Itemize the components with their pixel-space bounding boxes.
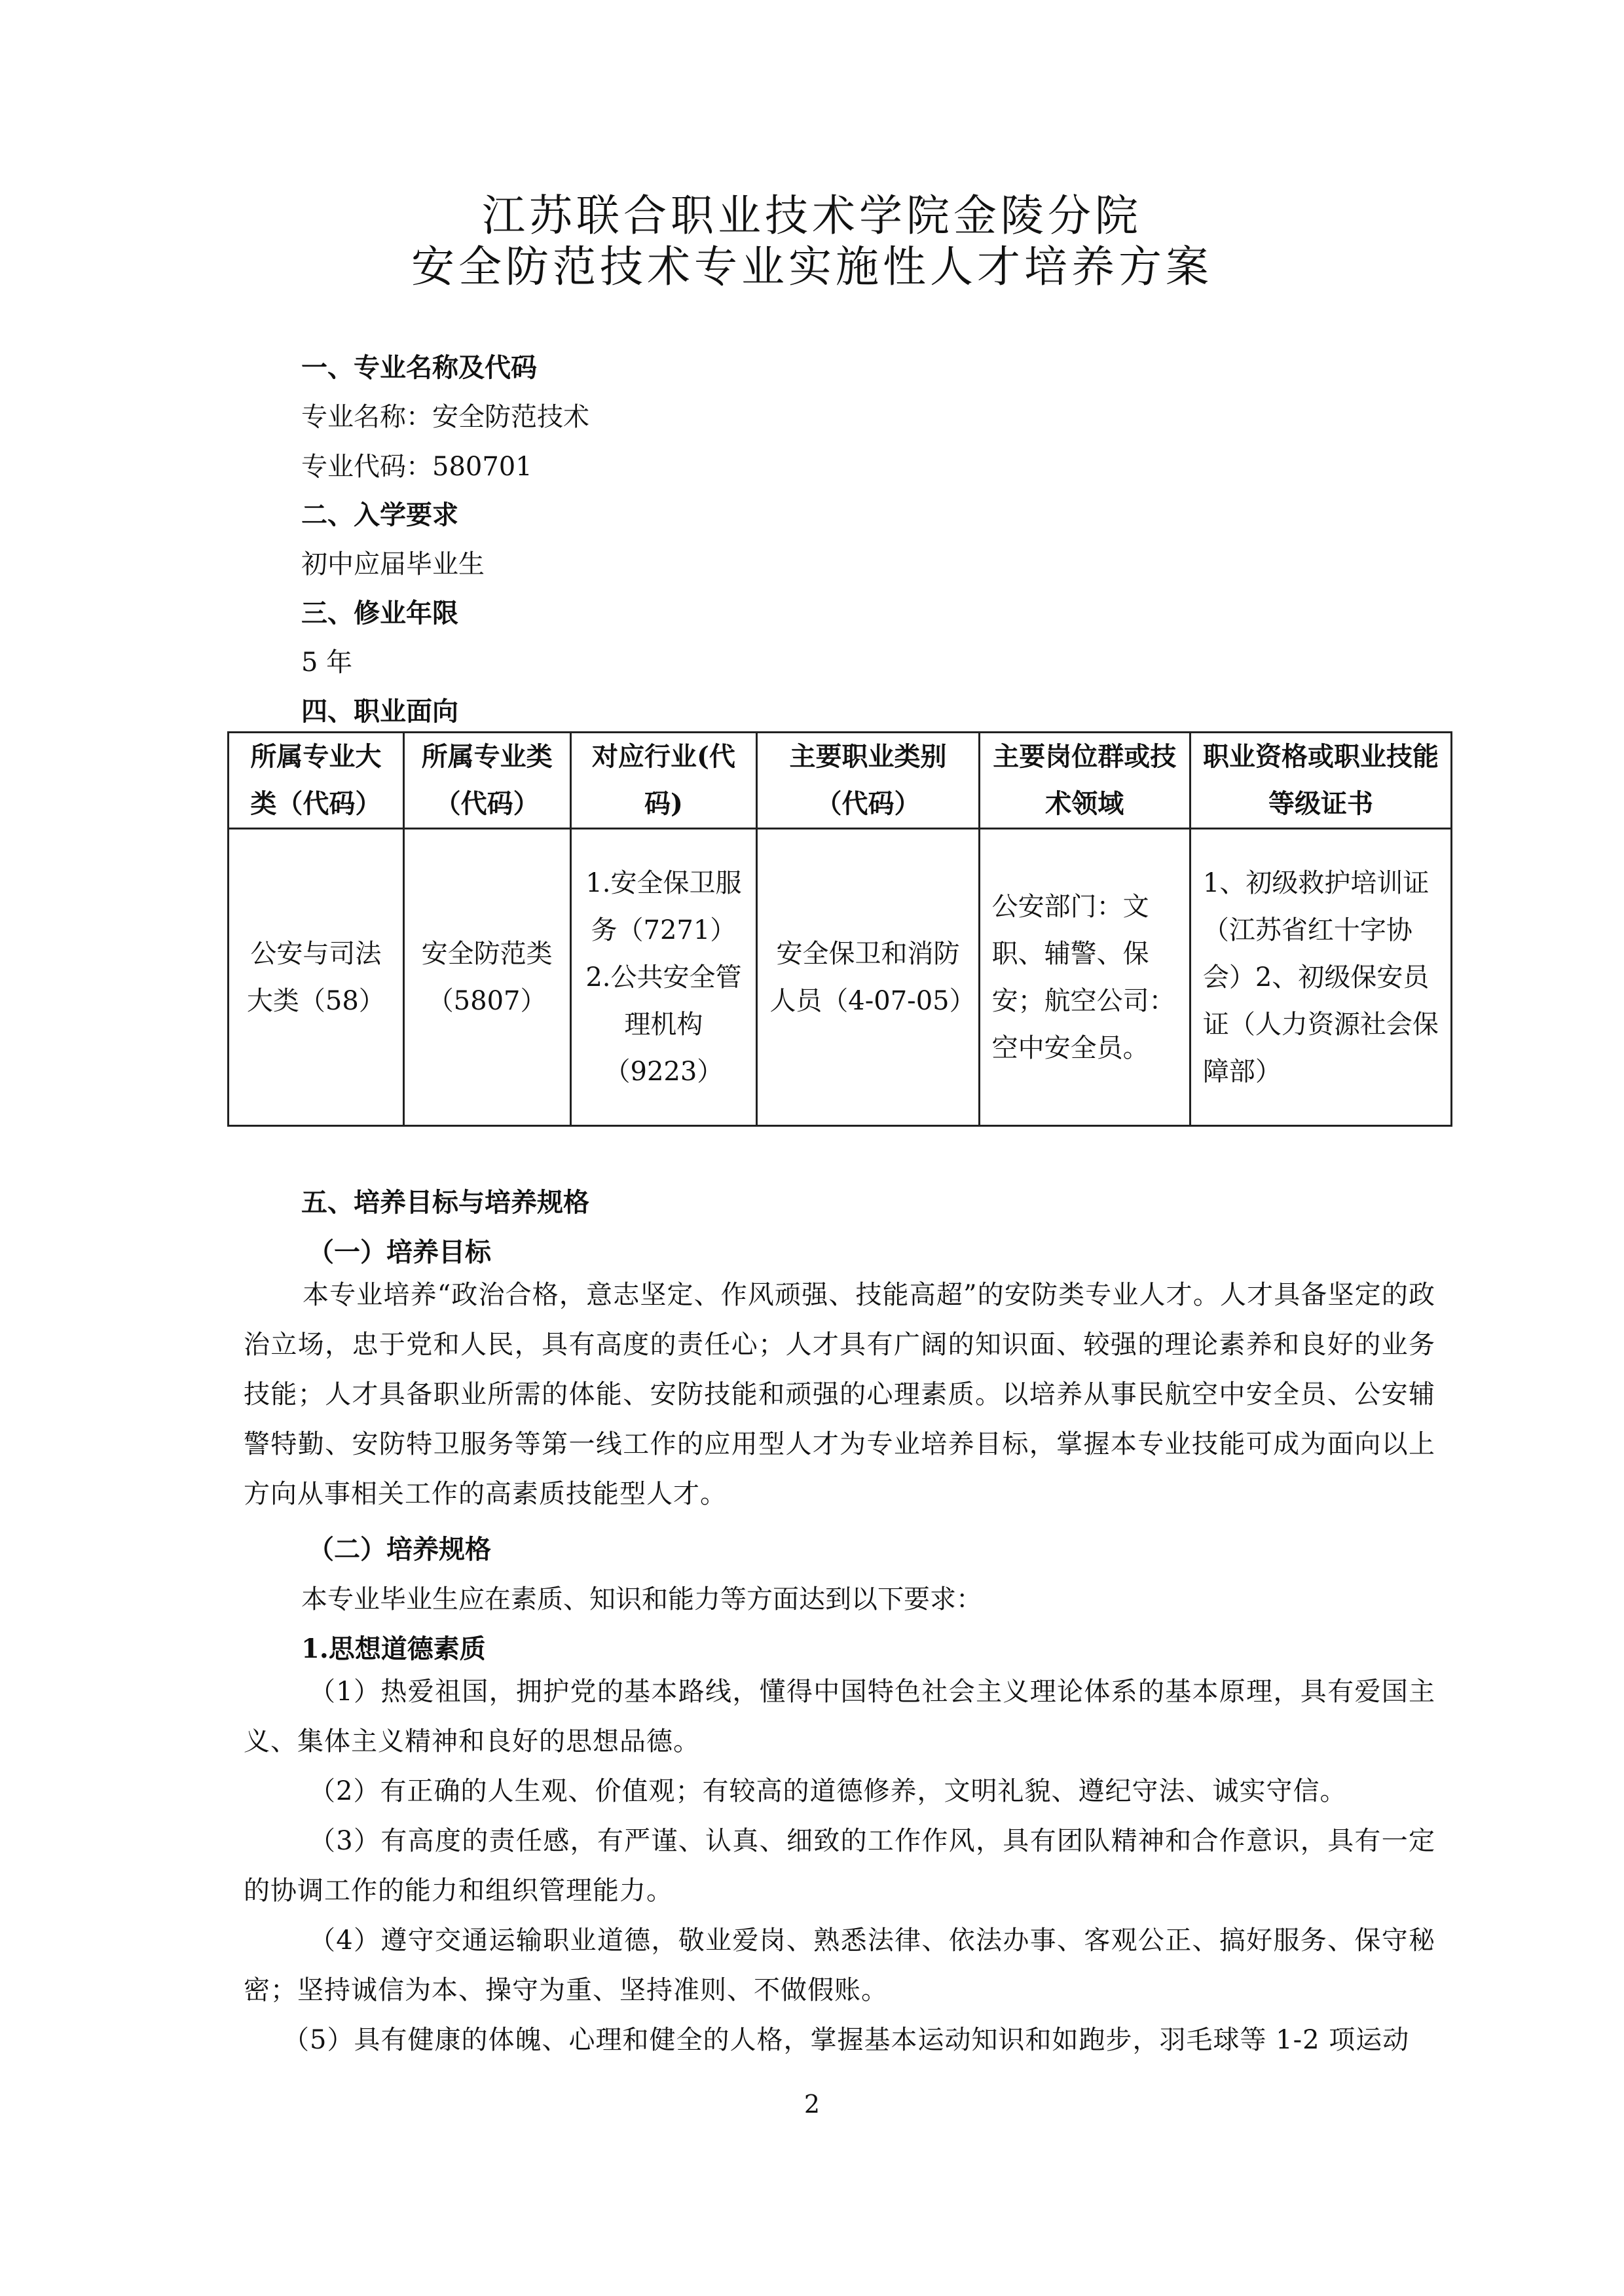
table-cell: 安全保卫和消防人员（4-07-05） — [757, 829, 979, 1126]
table-cell: 1、初级救护培训证（江苏省红十字协会）2、初级保安员证（人力资源社会保障部） — [1190, 829, 1451, 1126]
list-item: （4）遵守交通运输职业道德，敬业爱岗、熟悉法律、依法办事、客观公正、搞好服务、保守秘密；坚持诚信为本、操守为重、坚持准则、不做假账。 — [244, 1925, 1435, 2005]
document-title-line1: 江苏联合职业技术学院金陵分院 — [482, 191, 1142, 241]
table-header-cell: 主要岗位群或技术领域 — [979, 733, 1190, 829]
moral-quality-heading: 1.思想道德素质 — [301, 1633, 486, 1664]
list-item: （1）热爱祖国，拥护党的基本路线，懂得中国特色社会主义理论体系的基本原理，具有爱国主义、集体主义精神和良好的思想品德。 — [244, 1677, 1435, 1757]
occupation-table — [227, 731, 1452, 1127]
training-goal-paragraph: 本专业培养“政治合格，意志坚定、作风顽强、技能高超”的安防类专业人才。人才具备坚定的政治立场，忠于党和人民，具有高度的责任心；人才具有广阔的知识面、较强的理论素养和良好的业务技能；人才具备职业所需的体能、安防技能和顽强的心理素质。以培养从事民航空中安全员、公安辅警特勤、安防特卫服务等第一线工作的应用型人才为专业培养目标，掌握本专业技能可成为面向以上方向从事相关工作的高素质技能型人才。 — [244, 1280, 1435, 1509]
list-item: （3）有高度的责任感，有严谨、认真、细致的工作作风，具有团队精神和合作意识，具有一定的协调工作的能力和组织管理能力。 — [244, 1826, 1435, 1906]
table-cell: 公安与司法大类（58） — [229, 829, 404, 1126]
major-code: 专业代码：580701 — [301, 452, 532, 482]
section5-heading: 五、培养目标与培养规格 — [301, 1187, 589, 1218]
table-header-row — [229, 733, 1452, 829]
table-header-cell: 主要职业类别（代码） — [757, 733, 979, 829]
section1-heading: 一、专业名称及代码 — [301, 352, 537, 383]
table-header-cell: 职业资格或职业技能等级证书 — [1190, 733, 1451, 829]
list-item: （5）具有健康的体魄、心理和健全的人格，掌握基本运动知识和如跑步，羽毛球等 1-2 项运动 — [283, 2025, 1410, 2055]
section3-heading: 三、修业年限 — [301, 598, 458, 629]
study-length: 5 年 — [301, 647, 353, 678]
list-item: （2）有正确的人生观、价值观；有较高的道德修养，文明礼貌、遵纪守法、诚实守信。 — [309, 1776, 1347, 1806]
table-cell: 公安部门：文职、辅警、保安；航空公司：空中安全员。 — [979, 829, 1190, 1126]
table-cell: 1.安全保卫服务（7271）2.公共安全管理机构（9223） — [570, 829, 757, 1126]
section2-heading: 二、入学要求 — [301, 500, 458, 530]
table-header-cell: 所属专业类（代码） — [403, 733, 570, 829]
document-title-line2: 安全防范技术专业实施性人才培养方案 — [411, 242, 1213, 292]
table-cell: 安全防范类（5807） — [403, 829, 570, 1126]
training-spec-heading: （二）培养规格 — [308, 1534, 491, 1565]
section4-heading: 四、职业面向 — [301, 696, 458, 727]
table-row — [229, 829, 1452, 1126]
training-goal-heading: （一）培养目标 — [308, 1237, 491, 1267]
admission-requirement: 初中应届毕业生 — [301, 549, 485, 579]
training-spec-intro: 本专业毕业生应在素质、知识和能力等方面达到以下要求： — [301, 1584, 982, 1614]
table-header-cell: 所属专业大类（代码） — [229, 733, 404, 829]
page-number: 2 — [803, 2090, 821, 2119]
table-header-cell: 对应行业(代码) — [570, 733, 757, 829]
major-name: 专业名称：安全防范技术 — [301, 402, 589, 432]
